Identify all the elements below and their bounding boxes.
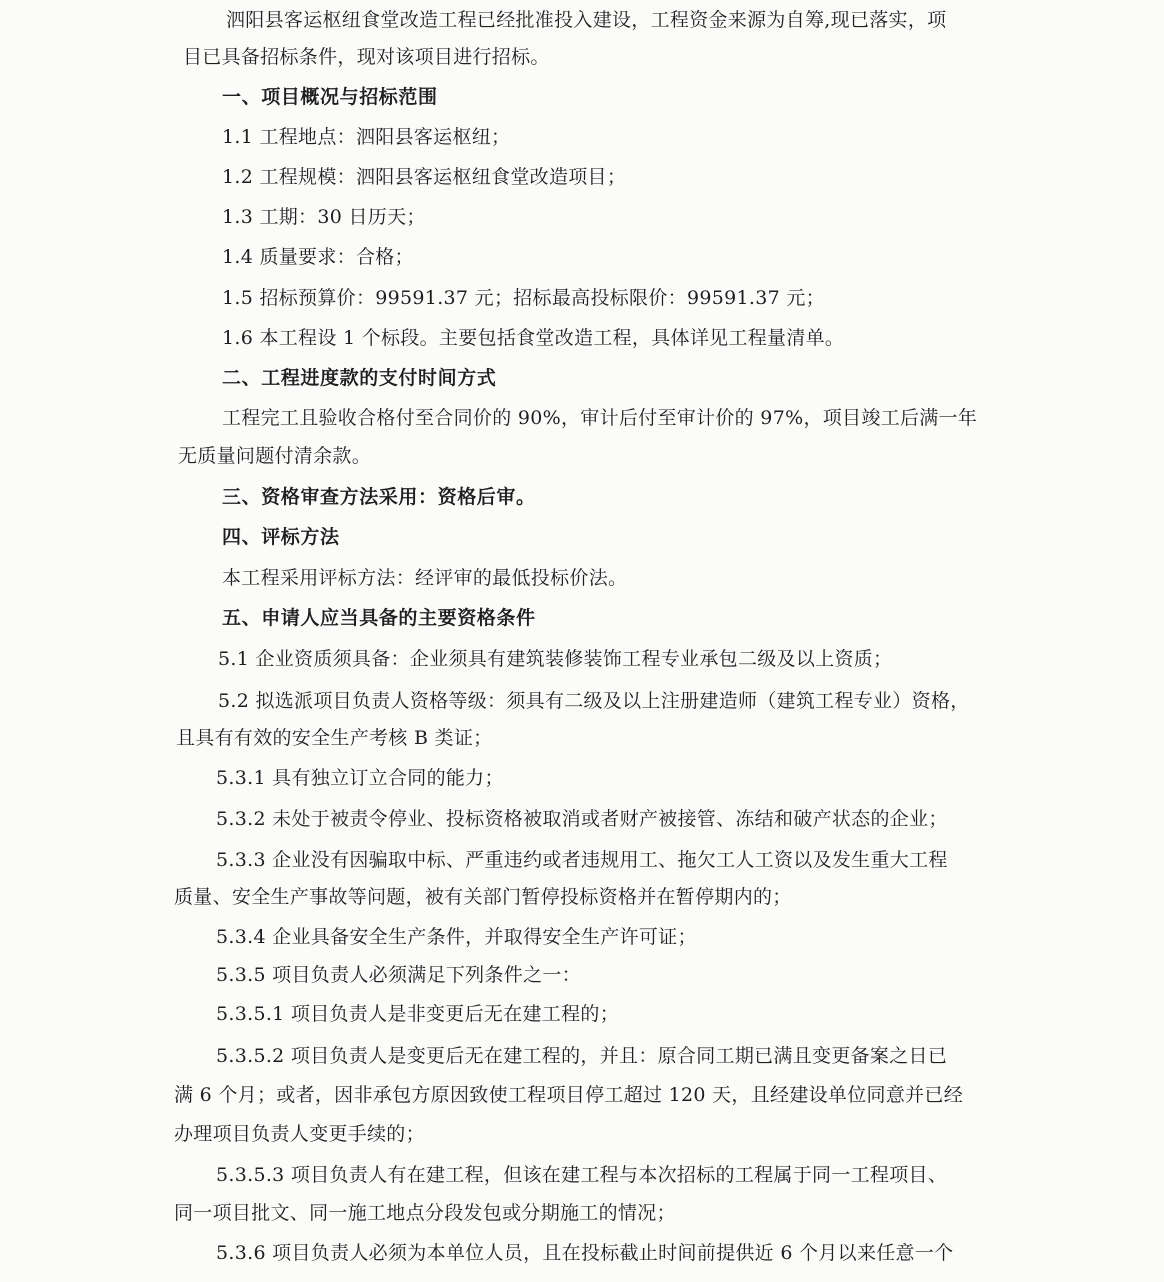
paragraph-line: 5.3.2 未处于被责令停业、投标资格被取消或者财产被接管、冻结和破产状态的企业； <box>216 808 948 830</box>
paragraph-line: 本工程采用评标方法：经评审的最低投标价法。 <box>222 567 628 589</box>
paragraph-line: 5.1 企业资质须具备：企业须具有建筑装修装饰工程专业承包二级及以上资质； <box>218 648 893 670</box>
paragraph-line: 5.3.1 具有独立订立合同的能力； <box>216 767 504 789</box>
paragraph-line: 1.1 工程地点：泗阳县客运枢纽； <box>222 126 511 148</box>
paragraph-line: 泗阳县客运枢纽食堂改造工程已经批准投入建设，工程资金来源为自筹,现已落实，项 <box>226 9 947 31</box>
paragraph-line: 5.2 拟选派项目负责人资格等级：须具有二级及以上注册建造师（建筑工程专业）资格， <box>218 690 970 712</box>
paragraph-line: 无质量问题付清余款。 <box>178 445 372 467</box>
paragraph-line: 办理项目负责人变更手续的； <box>174 1123 425 1145</box>
paragraph-line: 工程完工且验收合格付至合同价的 90%，审计后付至审计价的 97%，项目竣工后满一年 <box>222 407 978 429</box>
paragraph-line: 且具有有效的安全生产考核 B 类证； <box>176 727 493 749</box>
paragraph-line: 5.3.5.2 项目负责人是变更后无在建工程的，并且：原合同工期已满且变更备案之日已 <box>216 1045 948 1067</box>
paragraph-line: 1.3 工期：30 日历天； <box>222 206 426 228</box>
section-heading: 三、资格审查方法采用：资格后审。 <box>222 486 536 508</box>
paragraph-line: 5.3.5.1 项目负责人是非变更后无在建工程的； <box>216 1003 620 1025</box>
paragraph-line: 1.4 质量要求：合格； <box>222 246 414 268</box>
paragraph-line: 1.5 招标预算价：99591.37 元；招标最高投标限价：99591.37 元； <box>222 287 825 309</box>
paragraph-line: 5.3.4 企业具备安全生产条件，并取得安全生产许可证； <box>216 926 697 948</box>
paragraph-line: 目已具备招标条件，现对该项目进行招标。 <box>183 46 550 68</box>
section-heading: 四、评标方法 <box>222 526 340 548</box>
paragraph-line: 1.6 本工程设 1 个标段。主要包括食堂改造工程，具体详见工程量清单。 <box>222 327 845 349</box>
paragraph-line: 同一项目批文、同一施工地点分段发包或分期施工的情况； <box>174 1202 676 1224</box>
paragraph-line: 5.3.6 项目负责人必须为本单位人员，且在投标截止时间前提供近 6 个月以来任意一个 <box>216 1242 954 1264</box>
section-heading: 二、工程进度款的支付时间方式 <box>222 367 497 389</box>
paragraph-line: 5.3.3 企业没有因骗取中标、严重违约或者违规用工、拖欠工人工资以及发生重大工程 <box>216 849 948 871</box>
paragraph-line: 1.2 工程规模：泗阳县客运枢纽食堂改造项目； <box>222 166 627 188</box>
paragraph-line: 满 6 个月；或者，因非承包方原因致使工程项目停工超过 120 天，且经建设单位同意并已经 <box>174 1084 964 1106</box>
paragraph-line: 5.3.5.3 项目负责人有在建工程，但该在建工程与本次招标的工程属于同一工程项目、 <box>216 1164 948 1186</box>
section-heading: 一、项目概况与招标范围 <box>222 86 438 108</box>
paragraph-line: 5.3.5 项目负责人必须满足下列条件之一： <box>216 964 581 986</box>
section-heading: 五、申请人应当具备的主要资格条件 <box>222 607 536 629</box>
paragraph-line: 质量、安全生产事故等问题，被有关部门暂停投标资格并在暂停期内的； <box>174 886 792 908</box>
